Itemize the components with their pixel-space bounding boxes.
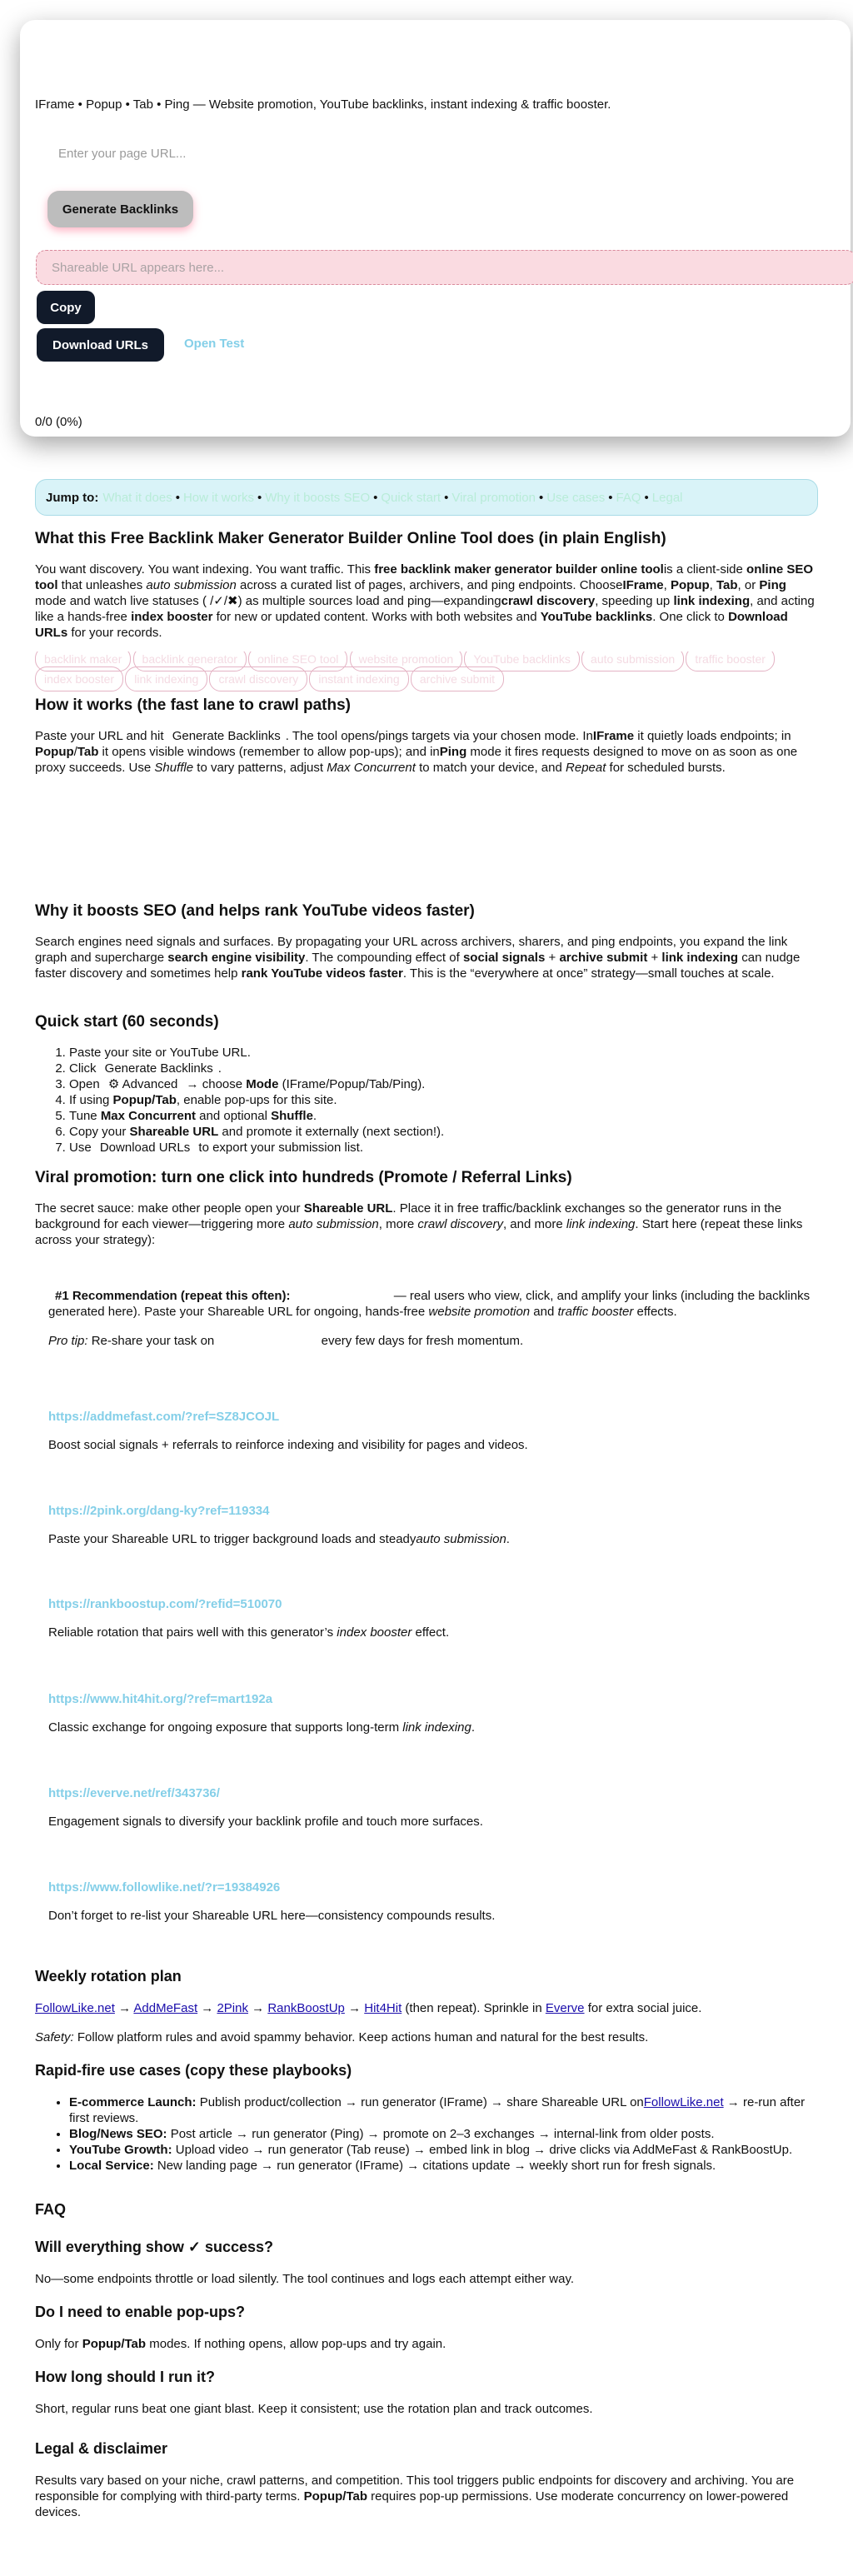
text: Click (69, 1061, 100, 1076)
text: crawl discovery (501, 594, 596, 608)
text: Classic exchange for ongoing exposure that supports long-term (48, 1720, 403, 1735)
section-weekly (35, 1968, 818, 2045)
use-case-label: Local Service: (69, 2159, 154, 2173)
keyword-chip: index booster (35, 666, 123, 691)
rotation-link[interactable]: RankBoostUp (267, 2001, 345, 2015)
text: IFrame (592, 729, 635, 743)
sep: • (608, 490, 613, 505)
shareable-url-placeholder: Shareable URL appears here... (52, 260, 225, 275)
text: The secret sauce: make other people open your (35, 1201, 304, 1216)
text: index booster (131, 610, 213, 624)
referral-item (48, 1410, 823, 1453)
text: link indexing (566, 1217, 636, 1231)
arrow: → (252, 2001, 265, 2015)
text: auto submission (416, 1532, 506, 1546)
text: . (312, 1109, 317, 1123)
text: Publish product/collection → run generator (IFrame) → share Shareable URL on (196, 2095, 644, 2109)
text: Don’t forget to re-list your Shareable URL here—consistency compounds results. (48, 1909, 496, 1923)
keyword-chip: archive submit (411, 666, 504, 691)
text: effects. (633, 1305, 677, 1319)
text: for scheduled bursts. (606, 761, 726, 775)
tagline: IFrame • Popup • Tab • Ping — Website promotion, YouTube backlinks, instant indexing & traffic booster. (35, 97, 611, 112)
text: → choose (182, 1077, 247, 1091)
inline-button-ref: Generate Backlinks (172, 729, 281, 743)
text: Mode (246, 1077, 279, 1091)
text: auto submission (288, 1217, 379, 1231)
text: to match your device, and (415, 761, 566, 775)
section-title: Weekly rotation plan (35, 1968, 182, 1984)
quick-step (69, 1092, 818, 1108)
text: YouTube backlinks (540, 610, 653, 624)
referral-desc (48, 1625, 823, 1640)
use-case-link[interactable]: FollowLike.net (643, 2095, 724, 2109)
text: Popup/Tab (303, 2489, 368, 2504)
jump-label: Jump to: (46, 490, 99, 505)
sep: • (538, 490, 544, 505)
section-use-cases (35, 2062, 818, 2174)
text: . This is the “everywhere at once” strategy—small touches at scale. (402, 966, 775, 981)
text: and optional (196, 1109, 272, 1123)
text: effect. (412, 1625, 450, 1640)
referral-desc (48, 1437, 823, 1453)
text: online SEO tool (35, 562, 814, 592)
text: every few days for fresh momentum. (317, 1334, 524, 1348)
text: Ping (439, 745, 467, 759)
text: Popup/Tab (82, 2337, 147, 2351)
text: it opens visible windows (remember to allow pop-ups); and in (98, 745, 440, 759)
text: Follow platform rules and avoid spammy behavior. Keep actions human and natural for the best results. (73, 2030, 649, 2044)
text: social signals (462, 951, 546, 965)
text: Search engines need signals and surfaces. By propagating your URL across archivers, sharers, and ping endpoints, you expand the link graph and supercharge (35, 935, 788, 965)
text: Tab (716, 578, 738, 592)
text: Post article → run generator (Ping) → promote on 2–3 exchanges → internal-link from older posts. (167, 2127, 715, 2141)
text: Results vary based on your niche, crawl patterns, and competition. This tool triggers public endpoints for discovery and archiving. You are responsible for complying with third-party terms. (35, 2474, 795, 2504)
text: for new or updated content. Works with both websites and (212, 610, 541, 624)
text: traffic booster (557, 1305, 634, 1319)
text: Paste your site or YouTube URL. (69, 1046, 251, 1060)
text: Boost social signals + referrals to reinforce indexing and visibility for pages and videos. (48, 1438, 528, 1452)
use-case-label: E-commerce Launch: (69, 2095, 197, 2109)
text: Paste your Shareable URL to trigger background loads and steady (48, 1532, 417, 1546)
quick-step (69, 1124, 818, 1140)
rotation-link[interactable]: AddMeFast (133, 2001, 198, 2015)
text: , (663, 578, 671, 592)
use-case-list (35, 2094, 818, 2174)
section-what (35, 530, 818, 641)
referral-item (48, 1692, 823, 1735)
text: mode and watch live statuses ( /✓/✖) as multiple sources load and ping—expanding (35, 594, 501, 608)
text: Download URLs (35, 610, 788, 640)
referral-item (48, 1597, 823, 1640)
section-title: Legal & disclaimer (35, 2440, 168, 2457)
section-title: Viral promotion: turn one click into hundreds (Promote / Referral Links) (35, 1169, 572, 1186)
use-case-label: Blog/News SEO: (69, 2127, 167, 2141)
jump-link-viral[interactable]: Viral promotion (451, 490, 536, 505)
section-viral (35, 1169, 818, 1248)
referral-link[interactable]: https://everve.net/ref/343736/ (48, 1786, 220, 1800)
keyword-chip: crawl discovery (209, 666, 307, 691)
keyword-chip: online SEO tool (248, 651, 347, 671)
faq-answer (35, 2336, 818, 2352)
sep: • (644, 490, 649, 505)
keyword-chip: backlink generator (133, 651, 247, 671)
text: Popup (670, 578, 710, 592)
text: . Place it in free traffic/backlink exchanges so the generator runs in the background for each viewer—triggering more (35, 1201, 782, 1231)
pro-tip-label: Pro tip: (48, 1334, 88, 1348)
text: rank YouTube videos faster (241, 966, 403, 981)
recommendation-block (48, 1288, 823, 1349)
rotation-plan (35, 2000, 818, 2016)
text: Popup (35, 745, 74, 759)
text: across a curated list of pages, archivers, and ping endpoints. Choose (236, 578, 623, 592)
text: + (647, 951, 662, 965)
text: website promotion (428, 1305, 531, 1319)
copy-button[interactable]: Copy (37, 291, 95, 324)
referral-link[interactable]: https://rankboostup.com/?refid=510070 (48, 1597, 282, 1611)
text: to vary patterns, adjust (193, 761, 327, 775)
quick-step (69, 1108, 818, 1124)
text: , enable pop-ups for this site. (176, 1093, 337, 1107)
text: is a client-side (663, 562, 747, 577)
text: Popup/Tab (112, 1093, 177, 1107)
text: for extra social juice. (584, 2001, 702, 2015)
viral-paragraph (35, 1201, 818, 1248)
keyword-chip: website promotion (350, 651, 463, 671)
text: Re-share your task on (87, 1334, 218, 1348)
text: mode it fires requests designed to move on as soon as one proxy succeeds. Use (35, 745, 798, 775)
text: Tune (69, 1109, 101, 1123)
text: → re-run after first reviews. (69, 2095, 806, 2125)
jump-link-faq[interactable]: FAQ (616, 490, 641, 505)
arrow: → (348, 2001, 362, 2015)
text: , (709, 578, 716, 592)
text: Copy your (69, 1125, 130, 1139)
text: (IFrame/Popup/Tab/Ping). (278, 1077, 426, 1091)
text: . The compounding effect of (305, 951, 463, 965)
text: and (530, 1305, 558, 1319)
text: . Start here (repeat these links across your strategy): (35, 1217, 803, 1247)
legal-paragraph (35, 2473, 818, 2520)
referral-desc (48, 1814, 823, 1830)
referral-link[interactable]: https://2pink.org/dang-ky?ref=119334 (48, 1504, 270, 1518)
keyword-chip: auto submission (581, 651, 684, 671)
use-case-item (69, 2142, 818, 2158)
text: and promote it externally (next section!). (218, 1125, 445, 1139)
use-case-label: YouTube Growth: (69, 2143, 172, 2157)
rotation-link[interactable]: Hit4Hit (364, 2001, 402, 2015)
referral-item (48, 1786, 823, 1830)
text: Shuffle (271, 1109, 313, 1123)
why-paragraph (35, 934, 818, 981)
text: link indexing (402, 1720, 471, 1735)
referral-desc (48, 1531, 823, 1547)
text: auto submission (146, 578, 237, 592)
rotation-link[interactable]: Everve (545, 2001, 585, 2015)
text: requires pop-up permissions. Use moderate concurrency on lower-powered devices. (35, 2489, 789, 2519)
text: , and acting like a hands-free (35, 594, 815, 624)
section-title: Rapid-fire use cases (copy these playbooks) (35, 2062, 352, 2079)
sep: • (175, 490, 180, 505)
text: Tab (77, 745, 99, 759)
referral-item (48, 1504, 823, 1547)
text: link indexing (673, 594, 751, 608)
generator-card (20, 20, 851, 437)
text: , and more (502, 1217, 566, 1231)
faq-question: Do I need to enable pop-ups? (35, 2304, 245, 2320)
text: Reliable rotation that pairs well with this generator’s (48, 1625, 337, 1640)
text: / (73, 745, 77, 759)
safety-note (35, 2029, 818, 2045)
sep: • (257, 490, 262, 505)
faq-answer: Short, regular runs beat one giant blast. Keep it consistent; use the rotation plan and track outcomes. (35, 2402, 593, 2416)
pro-tip (48, 1333, 823, 1349)
text: , more (378, 1217, 418, 1231)
section-quick-start (35, 1013, 818, 1156)
recommendation-label: #1 Recommendation (repeat this often): (55, 1289, 291, 1303)
section-legal (35, 2440, 818, 2520)
what-paragraph (35, 562, 818, 641)
text: Paste your URL and hit (35, 729, 167, 743)
referral-link[interactable]: https://addmefast.com/?ref=SZ8JCOJL (48, 1410, 280, 1424)
referral-link[interactable]: https://www.hit4hit.org/?ref=mart192a (48, 1692, 273, 1706)
keyword-chip: YouTube backlinks (464, 651, 579, 671)
text: search engine visibility (167, 951, 306, 965)
quick-steps (35, 1045, 818, 1156)
text: Max Concurrent (327, 761, 416, 775)
section-title: Quick start (60 seconds) (35, 1013, 219, 1031)
text: Shareable URL (129, 1125, 219, 1139)
jump-link-quick[interactable]: Quick start (381, 490, 441, 505)
how-paragraph (35, 728, 818, 776)
text: free backlink maker generator builder online tool (374, 562, 664, 577)
download-urls-button[interactable]: Download URLs (37, 328, 164, 362)
text: (then repeat). Sprinkle in (402, 2001, 546, 2015)
arrow: → (201, 2001, 214, 2015)
jump-link-what[interactable]: What it does (102, 490, 172, 505)
faq-question: How long should I run it? (35, 2369, 215, 2385)
open-test-link[interactable]: Open Test (184, 337, 245, 351)
shareable-url-field[interactable] (36, 250, 853, 285)
rotation-link[interactable]: FollowLike.net (35, 2001, 115, 2015)
jump-link-usecases[interactable]: Use cases (546, 490, 606, 505)
text: New landing page → run generator (IFrame) → citations update → weekly short run for fresh signals. (153, 2159, 716, 2173)
text: index booster (337, 1625, 412, 1640)
advanced-gear-ref: ⚙ Advanced (107, 1077, 178, 1091)
progress-text: 0/0 (0%) (35, 415, 82, 429)
text: it quietly loads endpoints; in (634, 729, 791, 743)
referral-link[interactable]: https://www.followlike.net/?r=19384926 (48, 1880, 281, 1895)
text: Ping (759, 578, 786, 592)
section-title: How it works (the fast lane to crawl paths) (35, 696, 352, 714)
quick-step (69, 1140, 818, 1156)
keyword-chip: traffic booster (686, 651, 775, 671)
text: crawl discovery (417, 1217, 503, 1231)
sep: • (444, 490, 449, 505)
text: . (217, 1061, 222, 1076)
sep: • (373, 490, 378, 505)
text: . One click to (652, 610, 729, 624)
quick-step (69, 1076, 818, 1092)
inline-button-ref: Generate Backlinks (104, 1061, 213, 1076)
text: Open (69, 1077, 103, 1091)
section-title: Why it boosts SEO (and helps rank YouTube videos faster) (35, 902, 475, 920)
text: . (471, 1720, 475, 1735)
section-how (35, 696, 818, 776)
text: — real users who view, click, and amplify your links (including the backlinks generated here). Paste your Shareable URL for ongoing, hands-free (48, 1289, 811, 1319)
keyword-chip: backlink maker (35, 651, 131, 671)
section-faq (35, 2201, 818, 2417)
text: . (506, 1532, 510, 1546)
generate-backlinks-button[interactable]: Generate Backlinks (47, 191, 193, 227)
recommendation-text (42, 1288, 823, 1320)
faq-question: Will everything show ✓ success? (35, 2239, 274, 2255)
text: Shuffle (154, 761, 194, 775)
rotation-link[interactable]: 2Pink (217, 2001, 248, 2015)
referral-desc (48, 1720, 823, 1735)
use-case-item (69, 2158, 818, 2174)
text: Upload video → run generator (Tab reuse) → embed link in blog → drive clicks via AddMeFast & RankBoostUp. (172, 2143, 793, 2157)
url-input[interactable] (50, 137, 483, 170)
use-case-item (69, 2094, 818, 2126)
safety-label: Safety: (35, 2030, 74, 2044)
text: , or (737, 578, 760, 592)
quick-step (69, 1061, 818, 1076)
text: that unleashes (57, 578, 147, 592)
jump-link-why[interactable]: Why it boosts SEO (265, 490, 371, 505)
text: Use (69, 1141, 95, 1155)
referral-desc (48, 1908, 823, 1924)
text: . The tool opens/pings targets via your chosen mode. In (285, 729, 593, 743)
text: Shareable URL (303, 1201, 393, 1216)
section-why (35, 902, 818, 981)
keyword-chip: instant indexing (309, 666, 408, 691)
jump-link-how[interactable]: How it works (182, 490, 254, 505)
text: , speeding up (595, 594, 674, 608)
section-title: FAQ (35, 2201, 67, 2218)
jump-link-legal[interactable]: Legal (651, 490, 683, 505)
text: Only for (35, 2337, 82, 2351)
text: modes. If nothing opens, allow pop-ups and try again. (146, 2337, 446, 2351)
quick-step (69, 1045, 818, 1061)
text: If using (69, 1093, 113, 1107)
keyword-chips (35, 651, 818, 691)
arrow: → (118, 2001, 132, 2015)
section-title: What this Free Backlink Maker Generator Builder Online Tool does (in plain English) (35, 530, 666, 547)
text: can nudge faster discovery and sometimes help (35, 951, 801, 981)
faq-answer: No—some endpoints throttle or load silently. The tool continues and logs each attempt either way. (35, 2272, 575, 2286)
text: for your records. (67, 626, 162, 640)
text: You want discovery. You want indexing. You want traffic. This (35, 562, 375, 577)
referral-item (48, 1880, 823, 1924)
jump-nav (35, 479, 818, 516)
text: Engagement signals to diversify your backlink profile and touch more surfaces. (48, 1815, 483, 1829)
use-case-item (69, 2126, 818, 2142)
text: to export your submission list. (195, 1141, 363, 1155)
inline-button-ref: Download URLs (99, 1141, 191, 1155)
text: IFrame (622, 578, 664, 592)
text: link indexing (661, 951, 739, 965)
text: archive submit (559, 951, 648, 965)
text: Repeat (566, 761, 606, 775)
text: Max Concurrent (100, 1109, 196, 1123)
keyword-chip: link indexing (125, 666, 207, 691)
text: + (545, 951, 560, 965)
